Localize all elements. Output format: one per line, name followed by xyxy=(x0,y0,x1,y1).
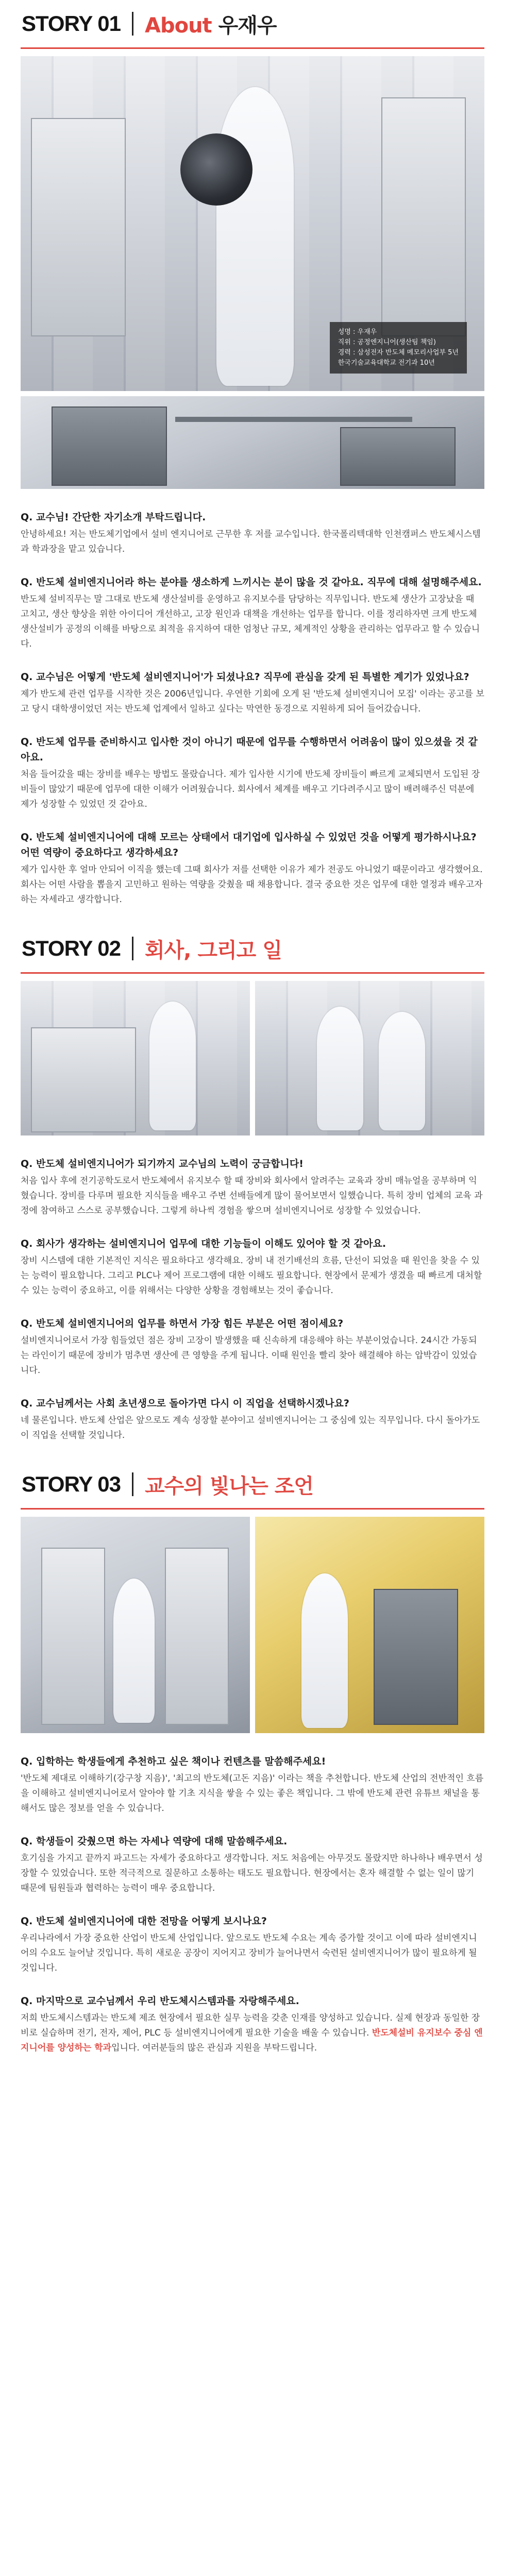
qa-item xyxy=(21,1236,484,1298)
person-in-cleanroom-suit xyxy=(149,1002,196,1130)
caption-line: 경력 : 삼성전자 반도체 메모리사업부 5년 xyxy=(338,349,459,357)
qa-item xyxy=(21,1913,484,1976)
answer: 처음 입사 후에 전기공학도로서 반도체에서 유지보수 할 때 장비와 회사에서 알려주는 교육과 장비 매뉴얼을 공부하며 익혔습니다. 장비를 다루며 필요한 지식들을 배우고 주변 선배들에게 많이 물어보면서 일했습니다. 특히 장비 업체의 교육 과정에 참여하고 스스로 공부했습니다. 그렇게 하나씩 경험을 쌓으며 설비엔지니어로 성장할 수 있었습니다. xyxy=(21,1176,483,1216)
story1-title xyxy=(145,9,277,39)
qa-item xyxy=(21,1754,484,1816)
person-in-cleanroom-suit xyxy=(301,1573,348,1728)
answer: 장비 시스템에 대한 기본적인 지식은 필요하다고 생각해요. 장비 내 전기배선의 흐름, 단선이 되었을 때 원인을 찾을 수 있는 능력이 필요합니다. 그리고 PLC나 제어 프로그램에 대한 이해도 필요합니다. 현장에서 문제가 생겼을 때 빠르게 대처할 수 있는 능력이 중요하고, 이를 위해서는 다양한 상황을 경험해보는 것이 좋습니다. xyxy=(21,1256,482,1296)
story1-header xyxy=(0,0,505,47)
question: Q. 학생들이 갖췄으면 하는 자세나 역량에 대해 말씀해주세요. xyxy=(21,1836,288,1847)
equipment xyxy=(374,1589,458,1725)
lab-corridor-photo xyxy=(21,1517,250,1733)
story2-qa xyxy=(21,1156,484,1443)
cleanroom-photo xyxy=(21,981,250,1136)
header-separator xyxy=(132,1472,133,1496)
question: Q. 마지막으로 교수님께서 우리 반도체시스템과를 자랑해주세요. xyxy=(21,1995,299,2007)
equipment xyxy=(52,406,167,486)
story3-header xyxy=(0,1461,505,1508)
story3-qa xyxy=(21,1754,484,2056)
answer xyxy=(21,2011,484,2056)
equipment xyxy=(381,97,466,336)
caption-line: 한국기술교육대학교 전기과 10년 xyxy=(338,359,435,367)
question: Q. 입학하는 학생들에게 추천하고 싶은 책이나 컨텐츠를 말씀해주세요! xyxy=(21,1756,326,1767)
person-in-cleanroom-suit xyxy=(216,87,294,386)
equipment-pipe xyxy=(175,417,412,422)
caption-line: 성명 : 우재우 xyxy=(338,328,377,336)
qa-item xyxy=(21,1396,484,1443)
answer-tail: 입니다. 여러분들의 많은 관심과 지원을 부탁드립니다. xyxy=(111,2043,317,2053)
equipment xyxy=(31,118,126,336)
equipment xyxy=(340,427,456,486)
question: Q. 회사가 생각하는 설비엔지니어 업무에 대한 기능들이 이해도 있어야 할 것 같아요. xyxy=(21,1238,386,1249)
question: Q. 반도체 설비엔지니어의 업무를 하면서 가장 힘든 부분은 어떤 점이세요? xyxy=(21,1318,344,1329)
answer: 처음 들어갔을 때는 장비를 배우는 방법도 몰랐습니다. 제가 입사한 시기에 반도체 장비들이 빠르게 교체되면서 도입된 장비들이 많았기 때문에 업무에 대한 이해가 어려웠습니다. 회사에서 체계를 배우고 기다려주시고 많이 배려해주신 덕분에 제가 성장할 수 있었던 것 같아요. xyxy=(21,769,480,809)
question: Q. 반도체 설비엔지니어에 대한 전망을 어떻게 보시나요? xyxy=(21,1916,267,1927)
answer-text: 저희 반도체시스템과는 반도체 제조 현장에서 필요한 실무 능력을 갖춘 인재를 양성하고 있습니다. 실제 현장과 동일한 장비로 실습하며 전기, 전자, 제어, PLC 등 설비엔지니어에게 필요한 기술을 배울 수 있습니다. xyxy=(21,2013,480,2038)
equipment xyxy=(41,1548,105,1725)
answer: 반도체 설비직무는 말 그대로 반도체 생산설비를 운영하고 유지보수를 담당하는 직무입니다. 반도체 생산가 고장났을 때 고치고, 생산 향상을 위한 아이디어 개선하고, 고장 원인과 대책을 개선하는 업무를 합니다. 이를 정리하자면 크게 반도체 생산설비가 공정의 이해를 바탕으로 최적을 유지하여 대한 엄청난 규모, 체계적인 상황을 관리하는 업무라고 할 수 있습니다. xyxy=(21,594,480,649)
story3-title: 교수의 빛나는 조언 xyxy=(145,1474,313,1498)
profile-photo xyxy=(21,56,484,391)
cleanroom-photo xyxy=(255,981,484,1136)
story2-header xyxy=(0,925,505,972)
story1-underline xyxy=(21,47,484,49)
question: Q. 반도체 설비엔지니어라 하는 분야를 생소하게 느끼시는 분이 많을 것 같아요. 직무에 대해 설명해주세요. xyxy=(21,577,482,588)
answer: '반도체 제대로 이해하기(강구창 지음)', '최고의 반도체(고돈 지음)' 이라는 책을 추천합니다. 반도체 산업의 전반적인 흐름을 이해하고 설비엔지니어로서 알아야 할 기초 지식을 쌓을 수 있는 좋은 책입니다. 그 밖에 반도체 관련 유튜브 채널을 통해서도 많은 정보를 얻을 수 있습니다. xyxy=(21,1773,484,1814)
qa-item xyxy=(21,1834,484,1896)
person-in-cleanroom-suit xyxy=(379,1012,425,1130)
caption-line: 직위 : 공정엔지니어(생산팀 책임) xyxy=(338,338,436,346)
question: Q. 교수님께서는 사회 초년생으로 돌아가면 다시 이 직업을 선택하시겠나요? xyxy=(21,1398,349,1409)
answer: 안녕하세요! 저는 반도체기업에서 설비 엔지니어로 근무한 후 저를 교수입니다. 한국폴리텍대학 인천캠퍼스 반도체시스템과 학과장을 맡고 있습니다. xyxy=(21,529,481,554)
qa-item xyxy=(21,1993,484,2056)
answer: 호기심을 가지고 끝까지 파고드는 자세가 중요하다고 생각합니다. 저도 처음에는 아무것도 몰랐지만 하나하나 배우면서 성장할 수 있었습니다. 또한 적극적으로 질문하고 소통하는 태도도 필요합니다. 현장에서는 혼자 해결할 수 없는 일이 많기 때문에 팀원들과 협력하는 능력이 매우 중요합니다. xyxy=(21,1853,483,1893)
story3-label: STORY 03 xyxy=(22,1472,121,1496)
story3-photos xyxy=(21,1517,484,1733)
story2-label: STORY 02 xyxy=(22,936,121,960)
story1-qa xyxy=(21,510,484,907)
answer: 우리나라에서 가장 중요한 산업이 반도체 산업입니다. 앞으로도 반도체 수요는 계속 증가할 것이고 이에 따라 설비엔지니어의 수요도 늘어날 것입니다. 특히 새로운 공장이 지어지고 장비가 늘어나면서 숙련된 설비엔지니어가 많이 필요하게 될 것입니다. xyxy=(21,1933,477,1973)
answer: 제가 입사한 후 얼마 안되어 이직을 했는데 그때 회사가 저를 선택한 이유가 제가 전공도 아니었기 때문이라고 생각했어요. 회사는 어떤 사람을 뽑을지 고민하고 원하는 역량을 갖췄을 때 채용합니다. 결국 중요한 것은 업무에 대한 열정과 배우고자 하는 자세라고 생각합니다. xyxy=(21,865,483,905)
answer: 네 물론입니다. 반도체 산업은 앞으로도 계속 성장할 분야이고 설비엔지니어는 그 중심에 있는 직무입니다. 다시 돌아가도 이 직업을 선택할 것입니다. xyxy=(21,1415,480,1440)
qa-item xyxy=(21,669,484,717)
equipment xyxy=(165,1548,229,1725)
question: Q. 반도체 설비엔지니어가 되기까지 교수님의 노력이 궁금합니다! xyxy=(21,1158,304,1170)
person-in-cleanroom-suit xyxy=(113,1579,155,1723)
answer: 설비엔지니어로서 가장 힘들었던 점은 장비 고장이 발생했을 때 신속하게 대응해야 하는 부분이었습니다. 24시간 가동되는 라인이기 때문에 장비가 멈추면 생산에 큰 영향을 주게 됩니다. 이때 원인을 빨리 찾아 해결해야 하는 압박감이 있었습니다. xyxy=(21,1335,477,1376)
header-separator xyxy=(132,937,133,960)
wafer xyxy=(180,133,252,206)
story3-underline xyxy=(21,1508,484,1510)
equipment xyxy=(31,1027,136,1132)
question: Q. 교수님은 어떻게 '반도체 설비엔지니어'가 되셨나요? 직무에 관심을 갖게 된 특별한 계기가 있었나요? xyxy=(21,671,469,683)
story2-photos xyxy=(21,981,484,1136)
story2-underline xyxy=(21,972,484,974)
equipment-photo xyxy=(21,396,484,489)
yellow-room-photo xyxy=(255,1517,484,1733)
header-separator xyxy=(132,12,133,36)
answer: 제가 반도체 관련 업무를 시작한 것은 2006년입니다. 우연한 기회에 오게 된 '반도체 설비엔지니어 모집' 이라는 공고를 보고 당시 대학생이었던 저는 반도체 업계에서 일하고 싶다는 막연한 동경으로 지원하게 되어 들어갔습니다. xyxy=(21,689,484,714)
person-in-cleanroom-suit xyxy=(317,1007,363,1130)
profile-caption xyxy=(330,322,467,374)
qa-item xyxy=(21,829,484,907)
highlight-text: 반도체설비 유지보수 중심 엔지니어를 양성하는 학과 xyxy=(21,2028,483,2053)
story1-title-text: About xyxy=(145,13,212,38)
question: Q. 반도체 설비엔지니어에 대해 모르는 상태에서 대기업에 입사하실 수 있었던 것을 어떻게 평가하시나요? 어떤 역량이 중요하다고 생각하세요? xyxy=(21,832,477,858)
question: Q. 반도체 업무를 준비하시고 입사한 것이 아니기 때문에 업무를 수행하면서 어려움이 많이 있으셨을 것 같아요. xyxy=(21,736,478,763)
qa-item xyxy=(21,1156,484,1218)
qa-item xyxy=(21,574,484,652)
story1-name: 우재우 xyxy=(218,13,277,38)
story2-title: 회사, 그리고 일 xyxy=(145,938,282,962)
question: Q. 교수님! 간단한 자기소개 부탁드립니다. xyxy=(21,512,206,523)
qa-item xyxy=(21,510,484,557)
story1-label: STORY 01 xyxy=(22,11,121,36)
qa-item xyxy=(21,1316,484,1378)
qa-item xyxy=(21,734,484,812)
